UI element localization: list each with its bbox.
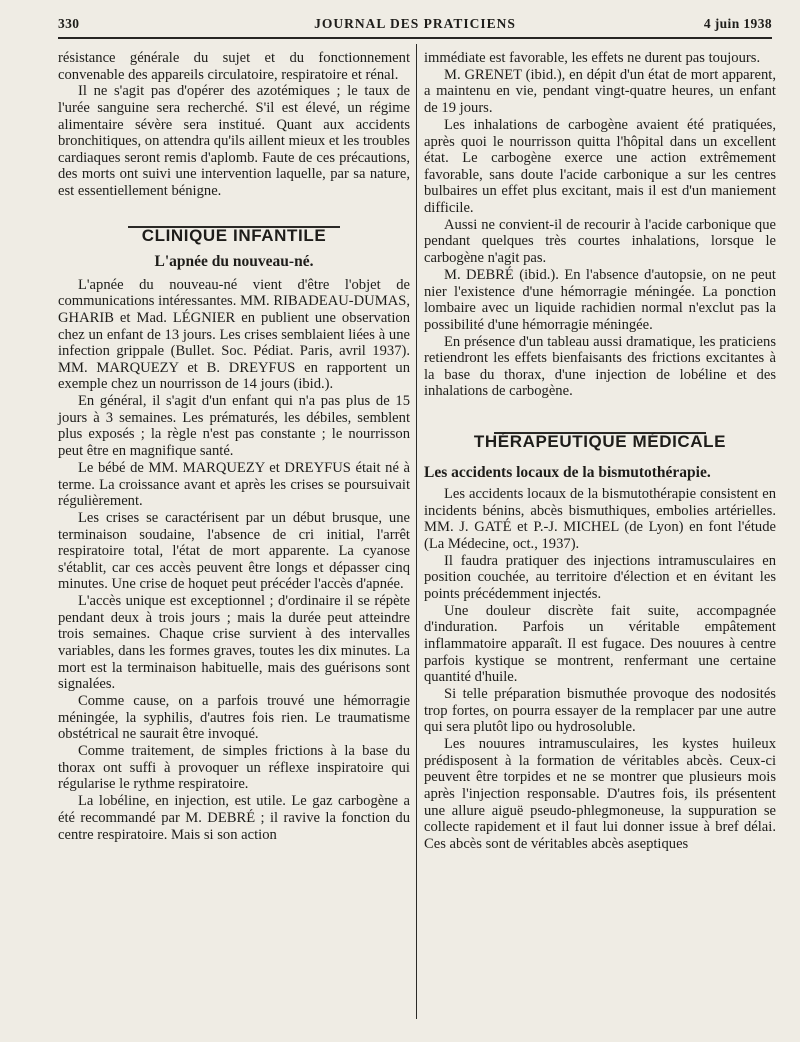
journal-title: JOURNAL DES PRATICIENS bbox=[314, 16, 516, 31]
section-title: CLINIQUE INFANTILE bbox=[141, 225, 327, 245]
paragraph: Les crises se caractérisent par un début brusque, une terminaison soudaine, l'absence de cri initial, l'arrêt respiratoire total, l'état de mort apparente. La cyanose s'établit, car ces accès peuvent être longs et dépasser cinq minutes. Une crise de hoquet peut précéder l'accès d'apnée. bbox=[58, 510, 410, 593]
paragraph: Les inhalations de carbogène avaient été pratiquées, après quoi le nourrisson quitta l'hôpital dans un excellent état. Le carbogène exerce une action extrêmement favorable, sans doute l'acide carbonique a sur les centres bulbaires un effet plus excitant, mais il est d'un maniement difficile. bbox=[424, 116, 776, 216]
article-title: Les accidents locaux de la bismutothérapie. bbox=[424, 463, 711, 481]
paragraph: La lobéline, en injection, est utile. Le gaz carbogène a été recommandé par M. DEBRÉ ; il ravive la fonction du centre respiratoire. Mais si son action bbox=[58, 793, 410, 843]
page-header bbox=[58, 14, 772, 36]
paragraph: Le bébé de MM. MARQUEZY et DREYFUS était né à terme. La croissance avant et après les crises se poursuivait régulièrement. bbox=[58, 459, 410, 510]
paragraph: En général, il s'agit d'un enfant qui n'a pas plus de 15 jours à 3 semaines. Les prématurés, les débiles, semblent plus exposés ; la règle n'est pas constante ; le nourrisson peut être en magnifique santé. bbox=[58, 393, 410, 460]
page-number: 330 bbox=[58, 16, 80, 31]
column-divider bbox=[416, 44, 417, 1019]
paragraph: Comme cause, on a parfois trouvé une hémorragie méningée, la syphilis, d'autres fois rien. Le traumatisme obstétrical ne saurait être invoqué. bbox=[58, 693, 410, 743]
paragraph: L'accès unique est exceptionnel ; d'ordinaire il se répète pendant deux à trois jours ; mais la durée peut atteindre trois semaines. Chaque crise survient à des intervalles variables, dans les formes graves, toutes les dix minutes. La mort est la terminaison habituelle, mais des guérisons sont signalées. bbox=[58, 593, 410, 693]
paragraph: Il faudra pratiquer des injections intramusculaires en position couchée, au territoire d'élection et en évitant les points précédemment injectés. bbox=[424, 552, 776, 602]
paragraph: Aussi ne convient-il de recourir à l'acide carbonique que pendant quelques très courtes inhalations, lorsque le carbogène n'agit pas. bbox=[424, 216, 776, 267]
header-rule bbox=[58, 37, 772, 39]
paragraph: Une douleur discrète fait suite, accompagnée d'induration. Parfois un véritable empâtement inflammatoire apparaît. Il est fugace. Des nouures à centre parfois kystique se montrent, renfermant une certaine quantité d'huile. bbox=[424, 602, 776, 686]
section-heading bbox=[424, 428, 776, 451]
left-column bbox=[58, 50, 410, 843]
paragraph: immédiate est favorable, les effets ne durent pas toujours. bbox=[424, 50, 761, 66]
paragraph: M. GRENET (ibid.), en dépit d'un état de mort apparent, a maintenu en vie, pendant vingt-quatre heures, un enfant de 19 jours. bbox=[424, 66, 776, 117]
paragraph: Si telle préparation bismuthée provoque des nodosités trop fortes, on pourra essayer de la remplacer par une autre qui sera plutôt lipo ou hydrosoluble. bbox=[424, 686, 776, 736]
paragraph: Comme traitement, de simples frictions à la base du thorax ont suffi à provoquer un réflexe inspiratoire qui régularise le rythme respiratoire. bbox=[58, 743, 410, 793]
paragraph: Les nouures intramusculaires, les kystes huileux prédisposent à la formation de véritables abcès. Ceux-ci peuvent être torpides et ne se montrer que plusieurs mois après l'injection responsable. D'autres fois, ils présentent une allure aiguë pseudo-phlegmoneuse, la suppuration se collecte rapidement et il faut lui donner issue à bref délai. Ces abcès sont de véritables abcès aseptiques bbox=[424, 736, 776, 852]
issue-date: 4 juin 1938 bbox=[703, 16, 772, 31]
paragraph: M. DEBRÉ (ibid.). En l'absence d'autopsie, on ne peut nier l'existence d'une hémorragie méningée. La ponction lombaire avec un liquide rachidien normal n'exclut pas la possibilité d'une hémorragie méningée. bbox=[424, 266, 776, 333]
paragraph: En présence d'un tableau aussi dramatique, les praticiens retiendront les effets bienfaisants des frictions excitantes à la base du thorax, d'une injection de lobéline et des inhalations de carbogène. bbox=[424, 333, 776, 400]
paragraph: L'apnée du nouveau-né vient d'être l'objet de communications intéressantes. MM. RIBADEAU-DUMAS, GHARIB et Mad. LÉGNIER en publient une observation chez un enfant de 13 jours. Les crises semblaient liées à une infection grippale (Bullet. Soc. Pédiat. Paris, avril 1937). MM. MARQUEZY et B. DREYFUS en rapportent un exemple chez un nourrisson de 14 jours (ibid.). bbox=[58, 276, 410, 393]
article-title: L'apnée du nouveau-né. bbox=[154, 253, 314, 271]
section-heading bbox=[58, 222, 410, 245]
paragraph: Les accidents locaux de la bismutothérapie consistent en incidents bénins, abcès bismuthiques, embolies artérielles. MM. J. GATÉ et P.-J. MICHEL (de Lyon) en font l'étude (La Médecine, oct., 1937). bbox=[424, 486, 776, 552]
paragraph: résistance générale du sujet et du fonctionnement convenable des appareils circulatoire, respiratoire et rénal. bbox=[58, 50, 410, 83]
right-column bbox=[424, 50, 776, 852]
section-title: THÉRAPEUTIQUE MÉDICALE bbox=[473, 431, 727, 451]
paragraph: Il ne s'agit pas d'opérer des azotémiques ; le taux de l'urée sanguine sera recherché. S'il est élevé, un régime alimentaire sévère sera institué. Quant aux accidents bronchitiques, on attendra qu'ils aillent mieux et les troubles cardiaques seront remis d'aplomb. Faute de ces précautions, des morts ont suivi une intervention laquelle, par sa nature, est essentiellement bénigne. bbox=[58, 83, 410, 200]
